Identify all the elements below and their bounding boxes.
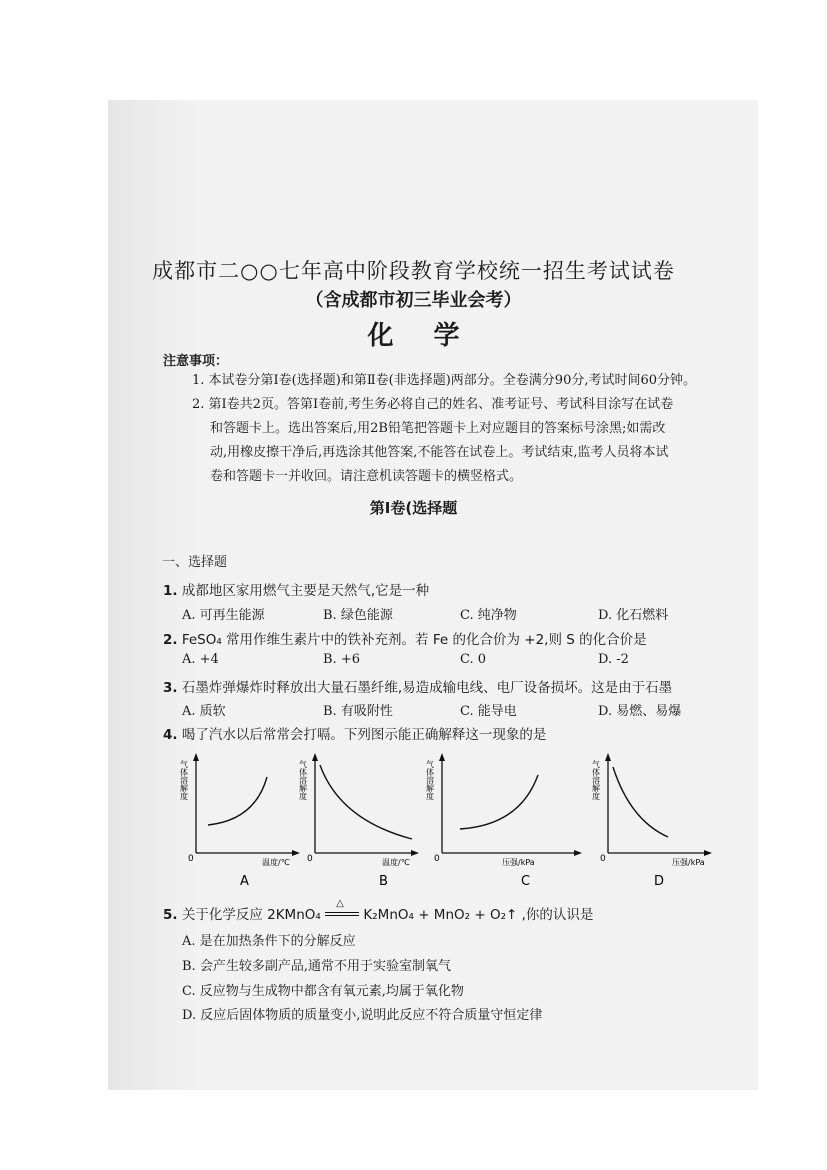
- chart-letter: D: [654, 874, 665, 889]
- x-axis-arrow: [411, 850, 419, 856]
- question-text-before: 关于化学反应 2KMnO₄: [181, 907, 321, 923]
- notice-item-2-line4: 卷和答题卡一并收回。请注意机读答题卡的横竖格式。: [210, 469, 523, 484]
- part-one-title: 第Ⅰ卷(选择题: [369, 499, 458, 517]
- question-text-after: K₂MnO₄ + MnO₂ + O₂↑ ,你的认识是: [363, 907, 594, 923]
- x-label: 压强/kPa: [672, 858, 705, 867]
- notice-item-1: 1. 本试卷分第Ⅰ卷(选择题)和第Ⅱ卷(非选择题)两部分。全卷满分90分,考试时间60分钟。: [192, 373, 697, 388]
- chart-letter: C: [521, 874, 531, 889]
- question-text: FeSO₄ 常用作维生素片中的铁补充剂。若 Fe 的化合价为 +2,则 S 的化合价是: [181, 632, 647, 648]
- x-axis-arrow: [704, 850, 712, 856]
- question-1: [163, 579, 429, 599]
- chart-b: [299, 753, 420, 889]
- q3-option-b[interactable]: B. 有吸附性: [323, 704, 393, 719]
- y-label: 气体溶解度: [591, 760, 601, 800]
- subject-title: 化学: [367, 321, 500, 351]
- q5-option-b[interactable]: B. 会产生较多副产品,通常不用于实验室制氧气: [182, 959, 451, 974]
- exam-title: 成都市二○○七年高中阶段教育学校统一招生考试试卷: [152, 259, 675, 283]
- x-label: 温度/℃: [382, 858, 410, 867]
- question-number: 2.: [163, 632, 178, 648]
- origin-label: 0: [434, 854, 440, 864]
- notice-item-2: 2. 第Ⅰ卷共2页。答第Ⅰ卷前,考生务必将自己的姓名、准考证号、考试科目涂写在试卷: [192, 397, 674, 412]
- q2-option-c[interactable]: C. 0: [460, 652, 487, 667]
- solubility-curve: [460, 775, 538, 829]
- x-label: 温度/℃: [262, 858, 290, 867]
- x-axis-arrow: [292, 850, 300, 856]
- q3-option-c[interactable]: C. 能导电: [460, 704, 517, 719]
- exam-subtitle: （含成都市初三毕业会考）: [305, 290, 522, 311]
- q1-option-b[interactable]: B. 绿色能源: [323, 608, 393, 623]
- q1-option-d[interactable]: D. 化石燃料: [598, 608, 669, 623]
- question-number: 1.: [163, 583, 178, 599]
- question-number: 4.: [163, 727, 178, 743]
- reaction-arrow: [325, 898, 359, 921]
- question-3: [163, 676, 672, 696]
- q5-option-a[interactable]: A. 是在加热条件下的分解反应: [182, 934, 356, 949]
- y-label: 气体溶解度: [298, 760, 308, 800]
- q3-option-a[interactable]: A. 质软: [182, 704, 226, 719]
- y-label: 气体溶解度: [179, 760, 189, 800]
- question-text: 成都地区家用燃气主要是天然气,它是一种: [181, 583, 430, 599]
- y-axis-arrow: [312, 753, 318, 761]
- solubility-curve: [320, 765, 412, 839]
- q1-option-c[interactable]: C. 纯净物: [460, 608, 517, 623]
- notice-item-2-line3: 动,用橡皮擦干净后,再选涂其他答案,不能答在试卷上。考试结束,监考人员将本试: [210, 445, 669, 460]
- x-axis-arrow: [574, 850, 582, 856]
- q2-option-d[interactable]: D. -2: [598, 652, 629, 667]
- y-axis-arrow: [605, 753, 611, 761]
- solubility-charts: [160, 745, 720, 895]
- q5-option-c[interactable]: C. 反应物与生成物中都含有氧元素,均属于氧化物: [182, 984, 464, 999]
- origin-label: 0: [307, 854, 313, 864]
- chart-d: [592, 753, 713, 889]
- origin-label: 0: [600, 854, 606, 864]
- heat-condition: △: [336, 898, 344, 909]
- y-axis-arrow: [193, 753, 199, 761]
- question-text: 石墨炸弹爆炸时释放出大量石墨纤维,易造成输电线、电厂设备损坏。这是由于石墨: [181, 680, 673, 696]
- chart-c: [426, 753, 583, 889]
- question-text: 喝了汽水以后常常会打嗝。下列图示能正确解释这一现象的是: [181, 727, 547, 743]
- question-2: [163, 628, 647, 648]
- y-axis-arrow: [439, 753, 445, 761]
- question-number: 3.: [163, 680, 178, 696]
- q5-option-d[interactable]: D. 反应后固体物质的质量变小,说明此反应不符合质量守恒定律: [182, 1008, 543, 1023]
- chart-letter: B: [379, 874, 388, 889]
- solubility-curve: [208, 777, 267, 825]
- y-label: 气体溶解度: [425, 760, 435, 800]
- q2-option-a[interactable]: A. +4: [182, 652, 219, 667]
- origin-label: 0: [188, 854, 194, 864]
- question-4: [163, 723, 546, 743]
- question-number: 5.: [163, 907, 178, 923]
- x-label: 压强/kPa: [502, 858, 535, 867]
- chart-letter: A: [240, 874, 249, 889]
- q3-option-d[interactable]: D. 易燃、易爆: [598, 704, 682, 719]
- solubility-curve: [613, 767, 668, 837]
- q1-option-a[interactable]: A. 可再生能源: [182, 608, 265, 623]
- chart-a: [180, 753, 301, 889]
- question-5: [163, 898, 594, 923]
- q2-option-b[interactable]: B. +6: [323, 652, 360, 667]
- notice-item-2-line2: 和答题卡上。选出答案后,用2B铅笔把答题卡上对应题目的答案标号涂黑;如需改: [210, 421, 666, 436]
- notice-heading: 注意事项：: [163, 354, 229, 369]
- section-title: 一、选择题: [162, 555, 228, 570]
